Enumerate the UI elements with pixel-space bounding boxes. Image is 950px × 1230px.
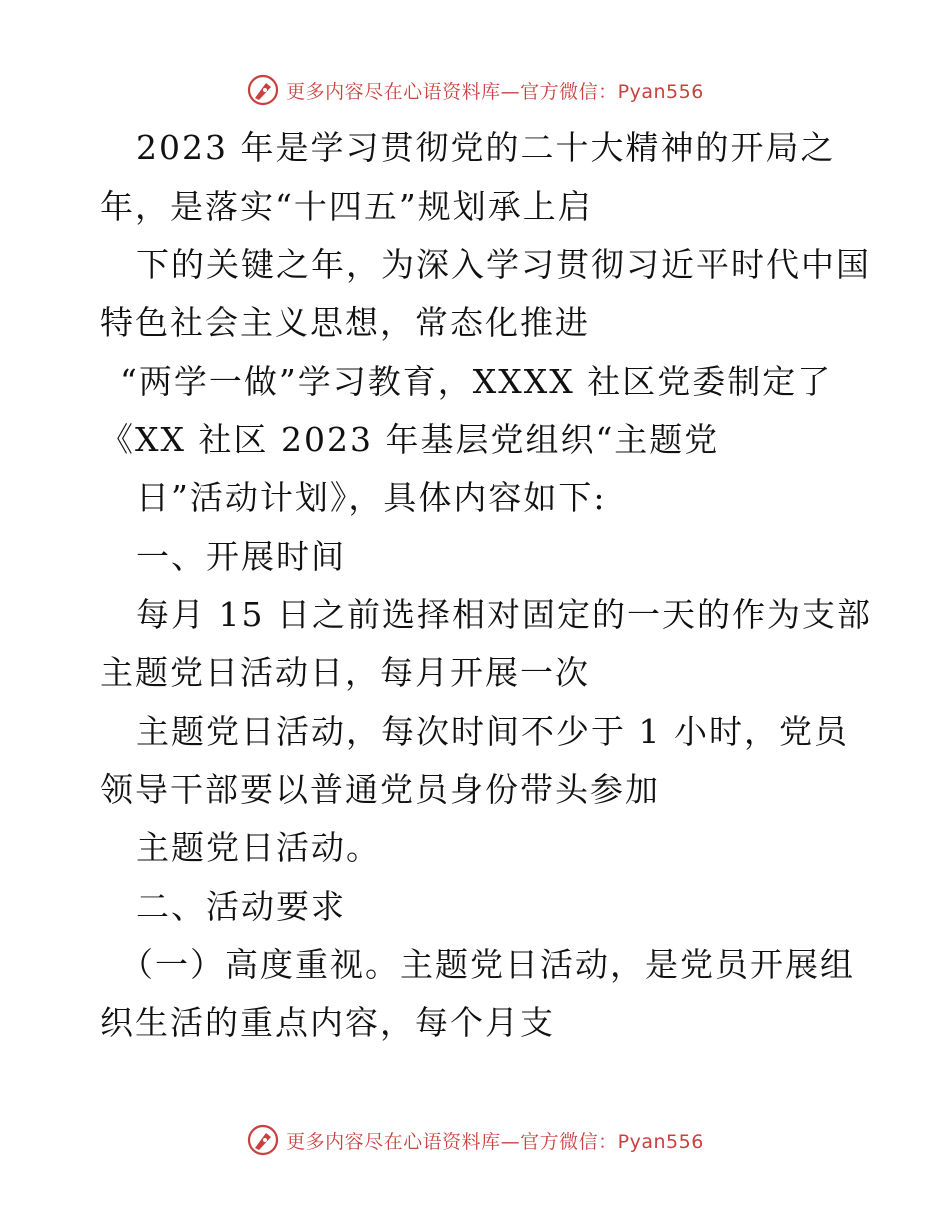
paragraph-line: 主题党日活动日，每月开展一次 bbox=[100, 653, 590, 692]
paragraph-line: 年，是落实“十四五”规划承上启 bbox=[100, 187, 593, 226]
paragraph-line: 特色社会主义思想，常态化推进 bbox=[100, 303, 590, 342]
banner-text: 更多内容尽在心语资料库—官方微信：Pyan556 bbox=[286, 1130, 704, 1153]
paragraph-line: 日”活动计划》，具体内容如下: bbox=[136, 478, 607, 517]
pen-nib-logo-icon bbox=[246, 73, 280, 107]
footer-banner bbox=[0, 1120, 950, 1160]
header-banner bbox=[0, 70, 950, 110]
banner-text: 更多内容尽在心语资料库—官方微信：Pyan556 bbox=[286, 80, 704, 103]
paragraph-line: 2023 年是学习贯彻党的二十大精神的开局之 bbox=[136, 128, 836, 167]
paragraph-line: “两学一做”学习教育，XXXX 社区党委制定了 bbox=[120, 362, 833, 401]
paragraph-line: 《XX 社区 2023 年基层党组织“主题党 bbox=[100, 420, 720, 459]
paragraph-line: 主题党日活动。 bbox=[136, 828, 381, 867]
paragraph-line: 下的关键之年，为深入学习贯彻习近平时代中国 bbox=[136, 245, 871, 284]
paragraph-line: 织生活的重点内容，每个月支 bbox=[100, 1003, 555, 1042]
section-heading: 二、活动要求 bbox=[136, 887, 346, 926]
paragraph-line: 主题党日活动，每次时间不少于 1 小时，党员 bbox=[136, 712, 849, 751]
paragraph-line: 领导干部要以普通党员身份带头参加 bbox=[100, 770, 660, 809]
paragraph-line: （一）高度重视。主题党日活动，是党员开展组 bbox=[120, 945, 855, 984]
section-heading: 一、开展时间 bbox=[136, 537, 346, 576]
paragraph-line: 每月 15 日之前选择相对固定的一天的作为支部 bbox=[136, 595, 872, 634]
pen-nib-logo-icon bbox=[246, 1123, 280, 1157]
